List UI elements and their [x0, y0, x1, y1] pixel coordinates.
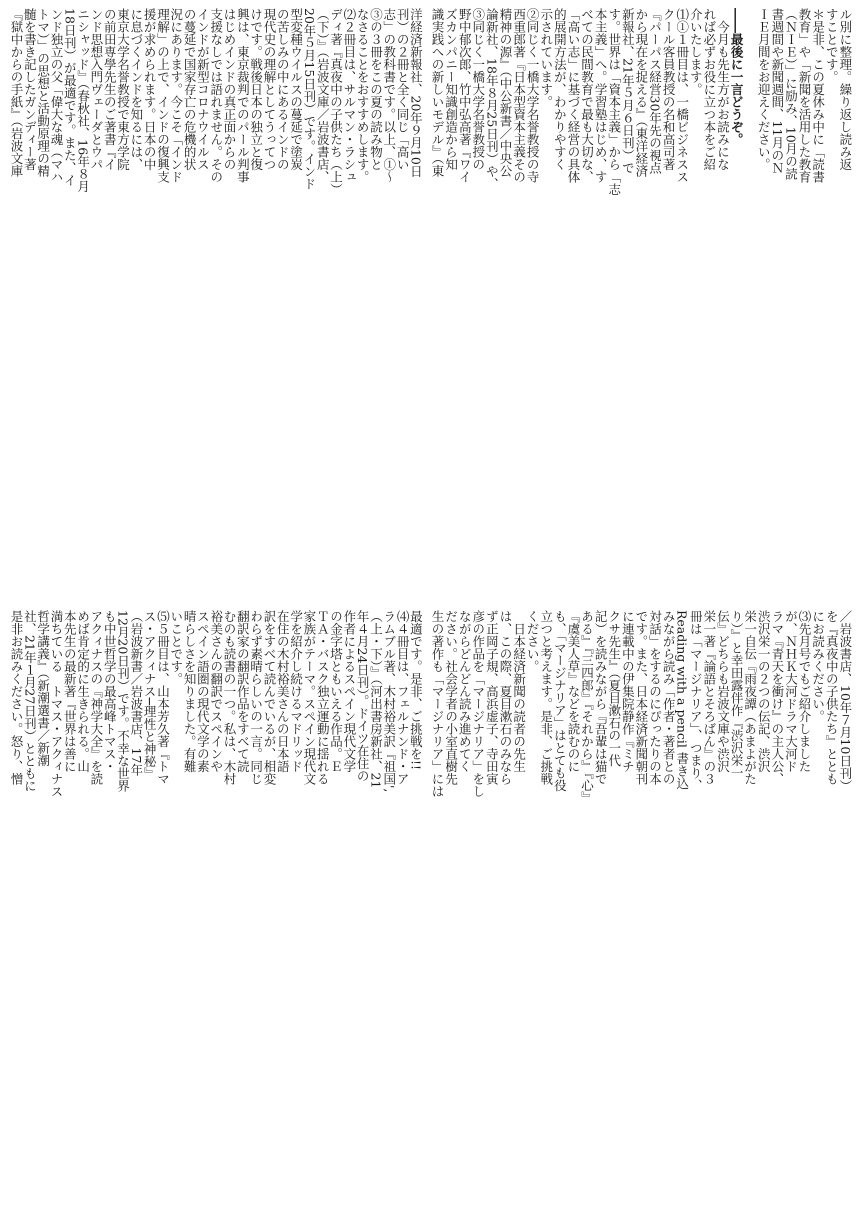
text-column: 『獄中からの手紙』（岩波文庫: [9, 8, 24, 177]
text-column: 興は、東京裁判でのパール判事: [235, 8, 251, 183]
text-column: から現在を捉える』（東洋経済: [633, 8, 649, 177]
text-column: べての民間教育で最も大切な、: [579, 8, 595, 183]
text-column: 満ちている トマス・アクィナス: [48, 610, 64, 798]
text-column: 新報社、21年５月６日刊）で: [620, 8, 636, 174]
text-column: す。世界は「資本主義」から「志: [606, 8, 622, 196]
lower-right-block: [431, 610, 852, 1212]
text-column: スペイン語圏の現代文学の素: [195, 610, 211, 773]
text-column: の蔓延で国家存亡の危機的状: [182, 8, 198, 171]
text-column: ず正岡子規、高浜虚子、寺田寅: [484, 610, 500, 785]
text-column: （下）』（岩波文庫／岩波書店、: [315, 8, 331, 183]
text-column: クール客員教授の名和高司著: [661, 8, 677, 171]
text-column: 晴らしさを知りました。有難: [182, 610, 198, 773]
text-column: ンド思想入門ヴェーダとウパ: [88, 8, 104, 171]
text-column: ――最後に一言どうぞ。: [729, 8, 745, 146]
text-column: 立つと考えます。是非、ご挑戦: [538, 610, 554, 785]
text-column: ディ著『真夜中の子供たち（上）: [328, 8, 344, 196]
text-column: （ＮＩＥ）」に励み、10月の読: [783, 8, 799, 181]
text-column: 『虞美人草』などを読むのに: [565, 610, 581, 773]
text-column: ズカンパニー知識創造から知: [443, 8, 459, 171]
text-column: ⑶先月号でもご紹介しました: [797, 610, 813, 773]
text-column: 本主義」へ。学習塾はじめ、す: [593, 8, 609, 183]
text-column: [744, 8, 757, 596]
text-column: の前田専學先生のご著書『イ: [102, 8, 118, 171]
text-column: はじめインドの真正面からの: [222, 8, 237, 171]
lower-left-block: [10, 610, 423, 1212]
upper-right-block: [431, 8, 852, 596]
text-column: 髄を書き記したガンディー著: [22, 8, 38, 171]
text-column: 型変種ウイルスの蔓延で塗炭: [288, 8, 304, 171]
text-column: ださい。社会学者の小室直樹先: [443, 610, 459, 785]
text-column: 12月20日刊）です。不幸な世界: [115, 610, 131, 792]
text-column: 年４月24日刊）。ドイツ在住の: [355, 610, 371, 783]
text-column: Reading with a pencil 書き込: [674, 610, 690, 790]
text-column: ニシャッド』（春秋社、16年８月: [75, 8, 91, 193]
text-column: むのも読書の一つ。私は、木村: [222, 610, 237, 785]
text-column: ラマ『青天を衝け』の主人公、: [769, 610, 785, 785]
text-column: ください。: [525, 610, 541, 673]
text-column: 志」の教科書です。以上、①～: [381, 8, 397, 183]
text-column: も中世哲学の最高峰トマス・: [102, 610, 118, 773]
text-column: に連載中の伊集院静作『ミチ: [620, 610, 636, 773]
text-column: 的展開方法が、わかりやすく: [552, 8, 568, 171]
text-column: 伝』どちらも岩波文庫や渋沢: [715, 610, 731, 773]
text-column: なさることをおすすめします。: [355, 8, 371, 183]
text-column: クサ先生』（夏目漱石の一代: [606, 610, 622, 767]
text-column: ＊是非、この夏休み中に「読書: [810, 8, 826, 183]
text-column: 示されています。: [538, 8, 554, 108]
text-column: 18日刊）が最適です。また、イ: [62, 8, 78, 187]
text-column: 彦の作品を「マージナリア」をし: [470, 610, 486, 798]
text-column: 是非お読みください。怒り、憎: [9, 610, 24, 785]
upper-tier: [10, 8, 852, 596]
text-column: ながらどんどん読み進めてく: [457, 610, 473, 773]
text-column: 記）を読みながら『吾輩は猫で: [593, 610, 609, 785]
text-column: トマ）」の思想と活動原理の精: [35, 8, 51, 177]
text-column: ⑴①１冊目は、一橋ビジネスス: [674, 8, 690, 183]
text-column: です。また、日本経済新聞朝刊: [633, 610, 649, 785]
text-column: 今月も先生方がお読みにな: [715, 8, 731, 171]
text-column: ③の３冊をこの夏の読み物と: [368, 8, 384, 171]
text-column: 理解」の上で、インドの復興支: [155, 8, 171, 183]
text-column: 生の著作も「マージナリア」には: [430, 610, 445, 798]
text-column: れば必ずお役に立つ本をご紹: [701, 8, 717, 171]
text-column: わらず素晴らしいの一言。同じ: [248, 610, 264, 785]
text-column: 家族がテーマ。スペイン現代文: [301, 610, 317, 785]
text-column: 支援なしでは語れません。その: [208, 8, 224, 183]
text-column: 介いたします。: [688, 8, 704, 96]
text-column: の金字塔ともいえる作品。Ｅ: [328, 610, 344, 773]
text-column: 社、21年１月27日刊）とともに: [22, 610, 38, 792]
text-column: 栄一著『論語とそろばん』の３: [701, 610, 717, 785]
text-column: ②同じく一橋大学名誉教授の寺: [525, 8, 541, 183]
text-column: みながら読み「作者・著者との: [661, 610, 677, 785]
upper-left-block: [10, 8, 423, 596]
text-column: ル別に整理。繰り返し読み返: [837, 8, 853, 171]
text-column: ／岩波書店、10年７月10日刊）: [837, 610, 853, 792]
text-column: 訳をすべて読んでいるが、相変: [261, 610, 277, 785]
text-column: 在住の木村裕美さんの日本語: [275, 610, 291, 773]
text-column: 東京大学名誉教授で東方学院: [115, 8, 131, 171]
text-column: すことです。: [824, 8, 840, 83]
text-column: 裕美さんの翻訳でスペインや: [208, 610, 224, 773]
text-column: 現代史の理解としてうってつ: [261, 8, 277, 171]
text-column: ＩＥ月間をお迎えください。: [756, 8, 772, 171]
text-column: 20年５月15日刊）です。インド: [301, 8, 317, 190]
text-column: 刊）の２冊と全く同じ「高い: [395, 8, 411, 171]
text-column: めば肯定的に生きられる。山: [75, 610, 91, 773]
text-column: 日本経済新聞の読者の先生: [511, 610, 527, 773]
text-column: 最適です。是非、ご挑戦を!!: [408, 610, 424, 771]
text-column: ある』『三四郎』『それから』『心』: [579, 610, 595, 804]
text-column: 翻訳家の翻訳作品をすべて読: [235, 610, 251, 773]
text-column: 冊は「マージナリア」、つまり、: [688, 610, 704, 792]
text-column: 論新社、18年８月25日刊）や、: [484, 8, 500, 190]
text-column: ンド独立の父「偉大な魂（マハ: [48, 8, 64, 183]
text-column: 援が求められます。日本の中: [142, 8, 158, 171]
text-column: も、「マージナリア」はとても役: [552, 610, 568, 792]
text-column: アクィナスの『神学大全』を読: [88, 610, 104, 785]
text-column: 本先生の最新著『世界は善に: [62, 610, 78, 773]
text-column: の苦しみの中にあるインドの: [275, 8, 291, 171]
text-column: ＴＡ・バスク独立運動に揺れる: [315, 610, 331, 785]
text-column: 況にあります。今こそ「インド: [168, 8, 184, 183]
text-column: 精神の源』（中公新書／中央公: [497, 8, 513, 177]
text-column: 「高い志」に基づく経営の具体: [565, 8, 581, 183]
text-column: 『パーパス経営30年先の視点: [647, 8, 663, 174]
text-column: 教育」や「新聞を活用した教育: [797, 8, 813, 183]
text-column: 作者によるスペイン現代文学: [341, 610, 357, 773]
text-column: ⑸５冊目は、山本芳久著『トマ: [155, 610, 171, 785]
text-column: （上・下）』（河出書房新社、21: [368, 610, 384, 789]
text-column: ⑷４冊目は、フェルナンド・ア: [395, 610, 411, 785]
text-column: にお読みください。: [810, 610, 826, 723]
text-column: 識実践への新しいモデル』（東: [430, 8, 445, 177]
text-column: に息づくインドを知るには、: [128, 8, 144, 171]
text-column: 西重郎著『日本型資本主義その: [511, 8, 527, 183]
text-column: 栄一自伝『雨夜譚（あまよがた: [742, 610, 758, 785]
text-column: 渋沢栄一の２つの伝記、渋沢: [756, 610, 772, 773]
text-column: 学を紹介し続けるマドリッド: [288, 610, 304, 773]
text-column: ス・アクィナス─理性と神秘』: [142, 610, 158, 781]
text-column: り）』と幸田露伴作『渋沢栄一: [729, 610, 745, 779]
text-column: を『真夜中の子供たち』ととも: [824, 610, 840, 785]
text-column: が、ＮＨＫ大河ドラマ大河ド: [783, 610, 799, 773]
text-column: （岩波新書／岩波書店、17年: [128, 610, 144, 776]
text-column: 対話」をするのにぴったりの本: [647, 610, 663, 785]
text-column: ⑵２冊目は、サルマン・ラシュ: [341, 8, 357, 183]
text-column: 洋経済新報社、20年９月10日: [408, 8, 424, 178]
text-column: 野中郁次郎、竹中弘高著『ワイ: [457, 8, 473, 183]
text-column: 哲学講義』（新潮選書／新潮: [35, 610, 51, 767]
lower-tier: [10, 610, 852, 1212]
text-column: ③同じく一橋大学名誉教授の: [470, 8, 486, 171]
text-column: インドが新型コロナウイルス: [195, 8, 211, 171]
text-column: ラムブル著、木村裕美訳『祖国',: [381, 610, 397, 793]
text-column: は、この際、夏目漱石のみなら: [497, 610, 513, 785]
text-column: いことです。: [168, 610, 184, 685]
text-column: 書週間や新聞週間、11月のＮ: [769, 8, 785, 174]
text-column: けです。戦後日本の独立と復: [248, 8, 264, 171]
